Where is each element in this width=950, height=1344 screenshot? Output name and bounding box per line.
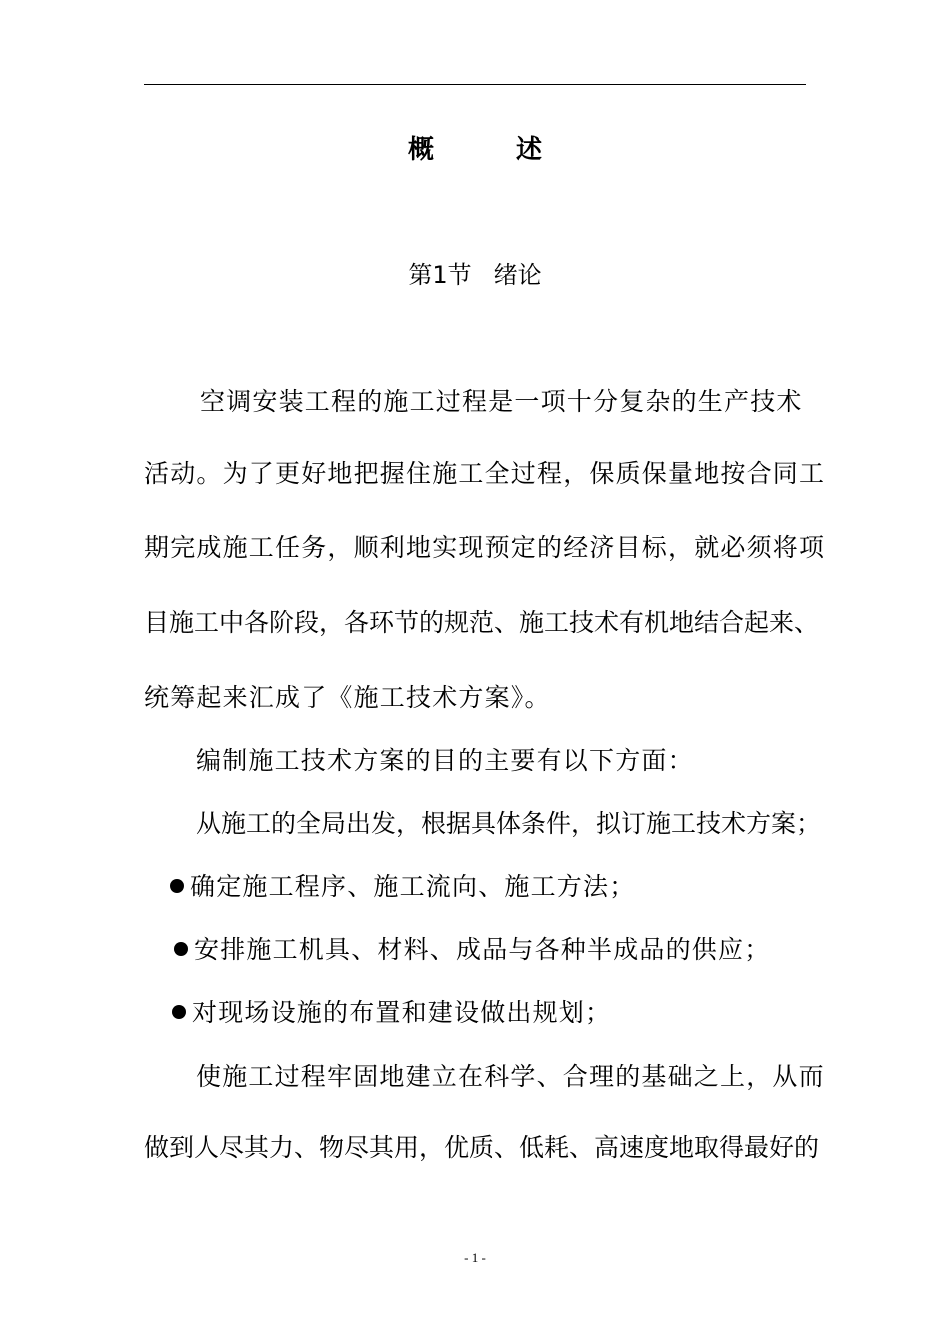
- page-title: 概 述: [407, 135, 570, 165]
- paragraph-line: 期完成施工任务，顺利地实现预定的经济目标，就必须将项: [144, 533, 826, 562]
- paragraph-line: 做到人尽其力、物尽其用，优质、低耗、高速度地取得最好的: [144, 1133, 820, 1162]
- purpose-first: 从施工的全局出发，根据具体条件，拟订施工技术方案；: [196, 809, 822, 838]
- header-rule: [144, 84, 806, 85]
- bullet-item: [144, 932, 838, 968]
- bullet-item: [144, 869, 834, 905]
- paragraph-line: 空调安装工程的施工过程是一项十分复杂的生产技术: [200, 387, 803, 416]
- purpose-intro: 编制施工技术方案的目的主要有以下方面：: [196, 746, 694, 775]
- paragraph-line: 目施工中各阶段，各环节的规范、施工技术有机地结合起来、: [144, 608, 820, 637]
- paragraph-line: 统筹起来汇成了《施工技术方案》。: [144, 683, 551, 712]
- bullet-text: 对现场设施的布置和建设做出规划；: [192, 998, 612, 1027]
- section-name: 绪论: [493, 261, 542, 289]
- section-number: 第1节: [408, 261, 472, 289]
- paragraph-line: 使施工过程牢固地建立在科学、合理的基础之上，从而: [196, 1062, 825, 1091]
- section-heading: [0, 258, 950, 292]
- bullet-icon: [172, 1005, 186, 1019]
- bullet-icon: [170, 879, 184, 893]
- bullet-item: [144, 995, 836, 1031]
- page-number: - 1 -: [464, 1250, 486, 1265]
- paragraph-line: 活动。为了更好地把握住施工全过程，保质保量地按合同工: [144, 459, 826, 488]
- bullet-text: 安排施工机具、材料、成品与各种半成品的供应；: [194, 935, 771, 964]
- bullet-icon: [174, 942, 188, 956]
- bullet-text: 确定施工程序、施工流向、施工方法；: [190, 872, 636, 901]
